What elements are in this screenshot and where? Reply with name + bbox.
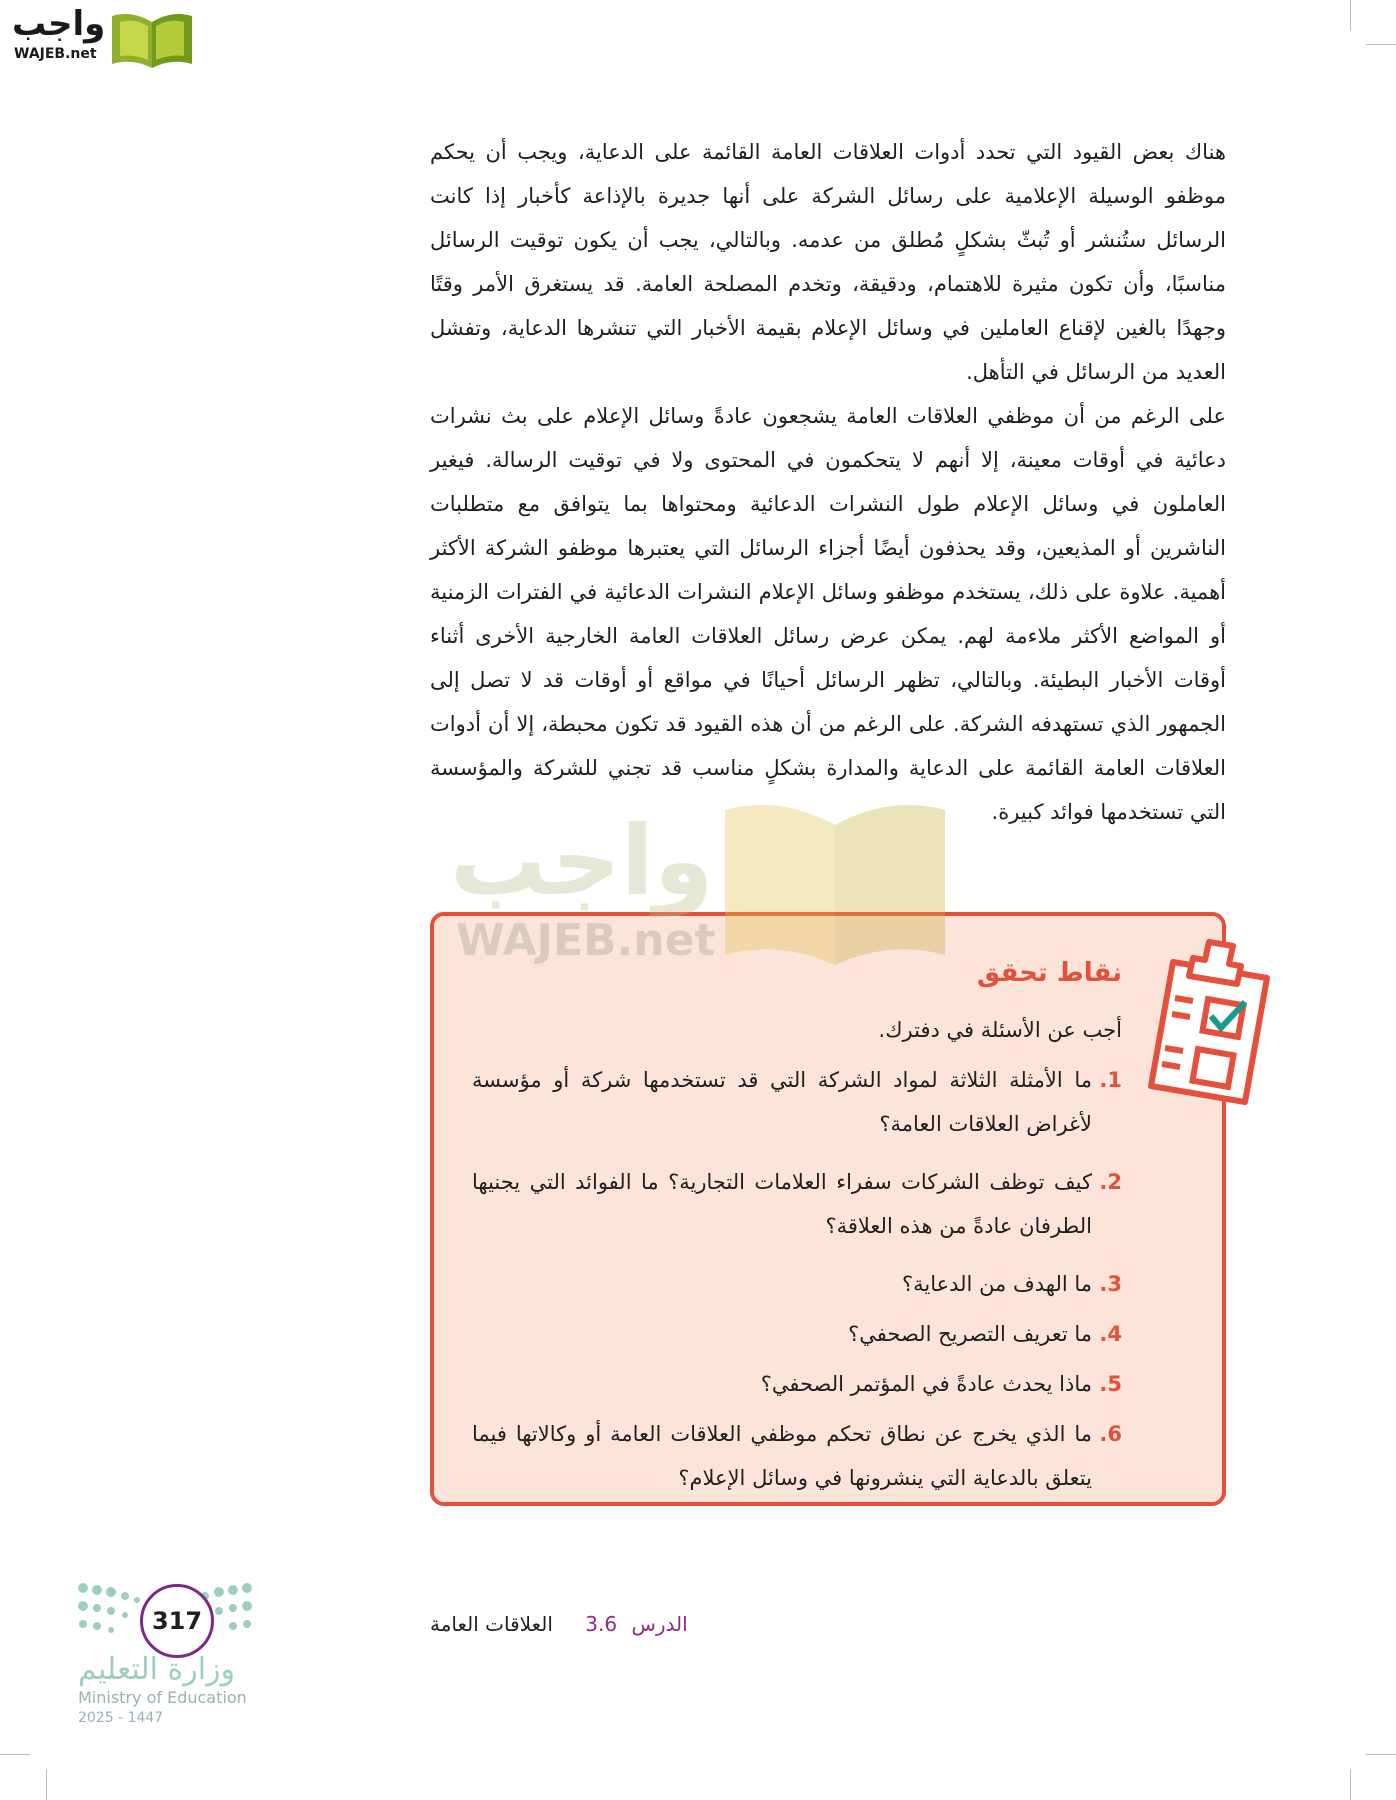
crop-mark — [46, 1770, 47, 1800]
paragraph: على الرغم من أن موظفي العلاقات العامة يشجعون عادةً وسائل الإعلام على بث نشرات دعائية في أوقات معينة، إلا أنهم لا يتحكمون في المحتوى ولا في توقيت الرسالة. فيغير العاملون في وسائل الإعلام طول النشرات الدعائية ومحتواها بما يتوافق مع متطلبات الناشرين أو المذيعين، وقد يحذفون أيضًا أجزاء الرسائل التي يعتبرها موظفو الشركة الأكثر أهمية. علاوة على ذلك، يستخدم موظفو وسائل الإعلام النشرات الدعائية في الفترات الزمنية أو المواضع الأكثر ملاءمة لهم. يمكن عرض رسائل العلاقات العامة الخارجية الأخرى أثناء أوقات الأخبار البطيئة. وبالتالي، تظهر الرسائل أحيانًا في مواقع أو أوقات قد لا تصل إلى الجمهور الذي تستهدفه الشركة. على الرغم من أن هذه القيود قد تكون محبطة، إلا أن أدوات العلاقات العامة القائمة على الدعاية والمدارة بشكلٍ مناسب قد تجني للشركة والمؤسسة التي تستخدمها فوائد كبيرة. — [430, 404, 1226, 824]
ministry-name-english: Ministry of Education — [78, 1688, 247, 1707]
logo-arabic: واجب — [12, 4, 106, 44]
crop-mark — [0, 1754, 30, 1755]
body-text — [430, 130, 1226, 834]
crop-mark — [1366, 44, 1396, 45]
checkpoint-instruction: أجب عن الأسئلة في دفترك. — [878, 1018, 1122, 1042]
question-item: 5. ماذا يحدث عادةً في المؤتمر الصحفي؟ — [760, 1372, 1122, 1396]
wajeb-logo[interactable] — [8, 4, 193, 68]
ministry-name-arabic: وزارة التعليم — [78, 1652, 236, 1687]
question-item: 4. ما تعريف التصريح الصحفي؟ — [848, 1322, 1122, 1346]
question-item: 1. ما الأمثلة الثلاثة لمواد الشركة التي قد تستخدمها شركة أو مؤسسة لأغراض العلاقات العامة؟ — [472, 1068, 1122, 1136]
crop-mark — [1366, 1754, 1396, 1755]
checkpoint-box — [430, 912, 1226, 1506]
watermark-arabic: واجب — [450, 805, 714, 917]
checkpoint-title: نقاط تحقق — [977, 958, 1122, 988]
lesson-footer — [430, 1612, 688, 1636]
page-number: 317 — [140, 1584, 214, 1658]
lesson-number: 3.6 — [585, 1612, 618, 1636]
crop-mark — [1350, 0, 1351, 30]
watermark-english: WAJEB.net — [456, 915, 716, 966]
crop-mark — [1350, 1770, 1351, 1800]
logo-english: WAJEB.net — [14, 46, 97, 62]
lesson-title: العلاقات العامة — [430, 1612, 553, 1636]
book-icon — [108, 8, 196, 68]
paragraph: هناك بعض القيود التي تحدد أدوات العلاقات العامة القائمة على الدعاية، ويجب أن يحكم موظفو الوسيلة الإعلامية على رسائل الشركة على أنها جديرة بالإذاعة كأخبار إذا كانت الرسائل ستُنشر أو تُبثّ بشكلٍ مُطلق من عدمه. وبالتالي، يجب أن يكون توقيت الرسائل مناسبًا، وأن تكون مثيرة للاهتمام، ودقيقة، وتخدم المصلحة العامة. قد يستغرق الأمر وقتًا وجهدًا بالغين لإقناع العاملين في وسائل الإعلام بقيمة الأخبار التي تنشرها الدعاية، وتفشل العديد من الرسائل في التأهل. — [430, 140, 1226, 384]
question-item: 3. ما الهدف من الدعاية؟ — [901, 1272, 1122, 1296]
clipboard-checklist-icon — [1145, 930, 1280, 1110]
lesson-label: الدرس — [631, 1612, 688, 1636]
ministry-year: 2025 - 1447 — [78, 1710, 164, 1726]
question-item: 2. كيف توظف الشركات سفراء العلامات التجارية؟ ما الفوائد التي يجنيها الطرفان عادةً من هذه العلاقة؟ — [472, 1170, 1122, 1238]
question-item: 6. ما الذي يخرج عن نطاق تحكم موظفي العلاقات العامة أو وكالاتها فيما يتعلق بالدعاية التي ينشرونها في وسائل الإعلام؟ — [472, 1422, 1122, 1490]
